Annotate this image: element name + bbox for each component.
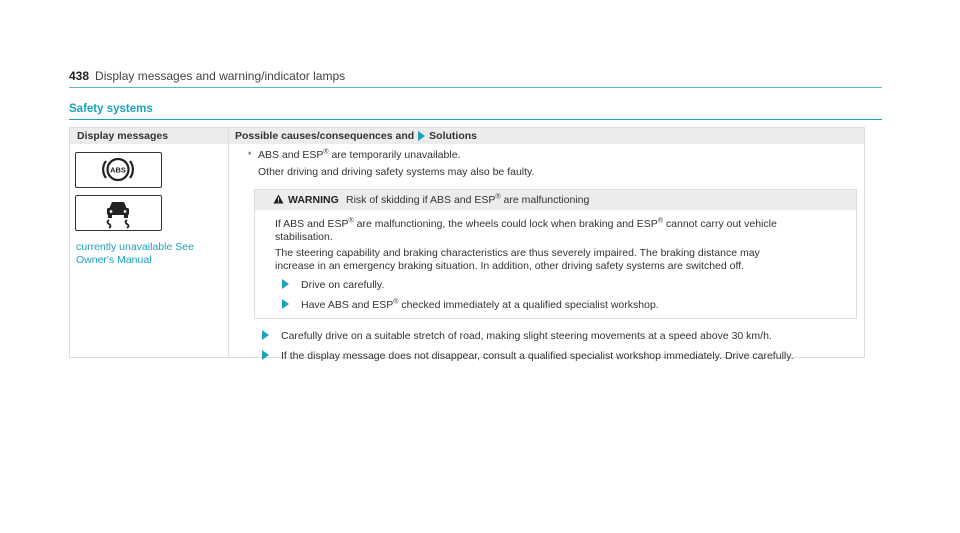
warning-box (254, 189, 857, 319)
registered-mark: ® (348, 217, 354, 225)
column-header-display-messages: Display messages (77, 130, 169, 142)
registered-mark: ® (495, 193, 501, 201)
warning-summary-rest: are malfunctioning (500, 194, 590, 206)
warning-header (255, 190, 856, 210)
page-header (69, 69, 345, 83)
warning-line-4: increase in an emergency braking situation. In addition, other driving safety systems are switched off. (275, 260, 745, 272)
header-divider (69, 87, 882, 88)
bullet-arrow-icon (262, 330, 269, 340)
warning-bullet-2 (282, 299, 659, 312)
bullet-arrow-icon (262, 350, 269, 360)
abs-warning-icon (75, 152, 162, 188)
footnote-marker: * (248, 150, 252, 160)
warning-bullet-1 (282, 279, 384, 292)
warning-summary (346, 194, 589, 206)
cause-line-2: Other driving and driving safety systems may also be faulty. (258, 166, 535, 178)
warning-summary-text: Risk of skidding if ABS and ESP (346, 194, 496, 206)
status-message-line1: currently unavailable See (76, 241, 194, 253)
warning-label: WARNING (288, 194, 339, 206)
column-header-causes (235, 130, 477, 142)
esp-skid-icon (75, 195, 162, 231)
solution-bullet-2 (262, 350, 794, 362)
page-title: Display messages and warning/indicator lamps (95, 69, 346, 83)
cause-text: ABS and ESP (258, 149, 324, 161)
registered-mark: ® (657, 217, 663, 225)
warning-text: are malfunctioning, the wheels could lock when braking and ESP (353, 218, 658, 230)
column-header-solutions: Solutions (429, 130, 478, 142)
registered-mark: ® (323, 148, 329, 156)
warning-line-3: The steering capability and braking characteristics are thus severely impaired. The braking distance may (275, 247, 760, 259)
warning-text: cannot carry out vehicle (663, 218, 777, 230)
bullet-text: checked immediately at a qualified specialist workshop. (398, 299, 659, 311)
registered-mark: ® (393, 298, 399, 306)
section-divider (69, 119, 882, 120)
cause-text-rest: are temporarily unavailable. (328, 149, 461, 161)
column-divider (228, 128, 229, 357)
column-header-causes-text: Possible causes/consequences and (235, 130, 415, 142)
bullet-text: Have ABS and ESP (301, 299, 394, 311)
svg-text:ABS: ABS (110, 165, 126, 175)
solution-bullet-1 (262, 330, 772, 342)
solutions-arrow-icon (418, 131, 425, 141)
cause-line-1 (258, 149, 460, 162)
solution-text: If the display message does not disappear, consult a qualified specialist workshop immediately. Drive carefully. (281, 350, 794, 362)
warning-text: If ABS and ESP (275, 218, 349, 230)
bullet-arrow-icon (282, 299, 289, 309)
table-header-row (70, 128, 864, 144)
warning-triangle-icon (273, 194, 284, 204)
bullet-text: Drive on carefully. (301, 279, 385, 291)
bullet-arrow-icon (282, 279, 289, 289)
page-number: 438 (69, 69, 90, 83)
warning-line-2: stabilisation. (275, 231, 333, 243)
status-message-line2: Owner's Manual (76, 254, 152, 266)
status-message (76, 241, 226, 267)
warning-line-1 (275, 218, 777, 231)
solution-text: Carefully drive on a suitable stretch of road, making slight steering movements at a speed above 30 km/h. (281, 330, 772, 342)
section-title: Safety systems (69, 103, 153, 115)
display-messages-table (69, 127, 865, 362)
